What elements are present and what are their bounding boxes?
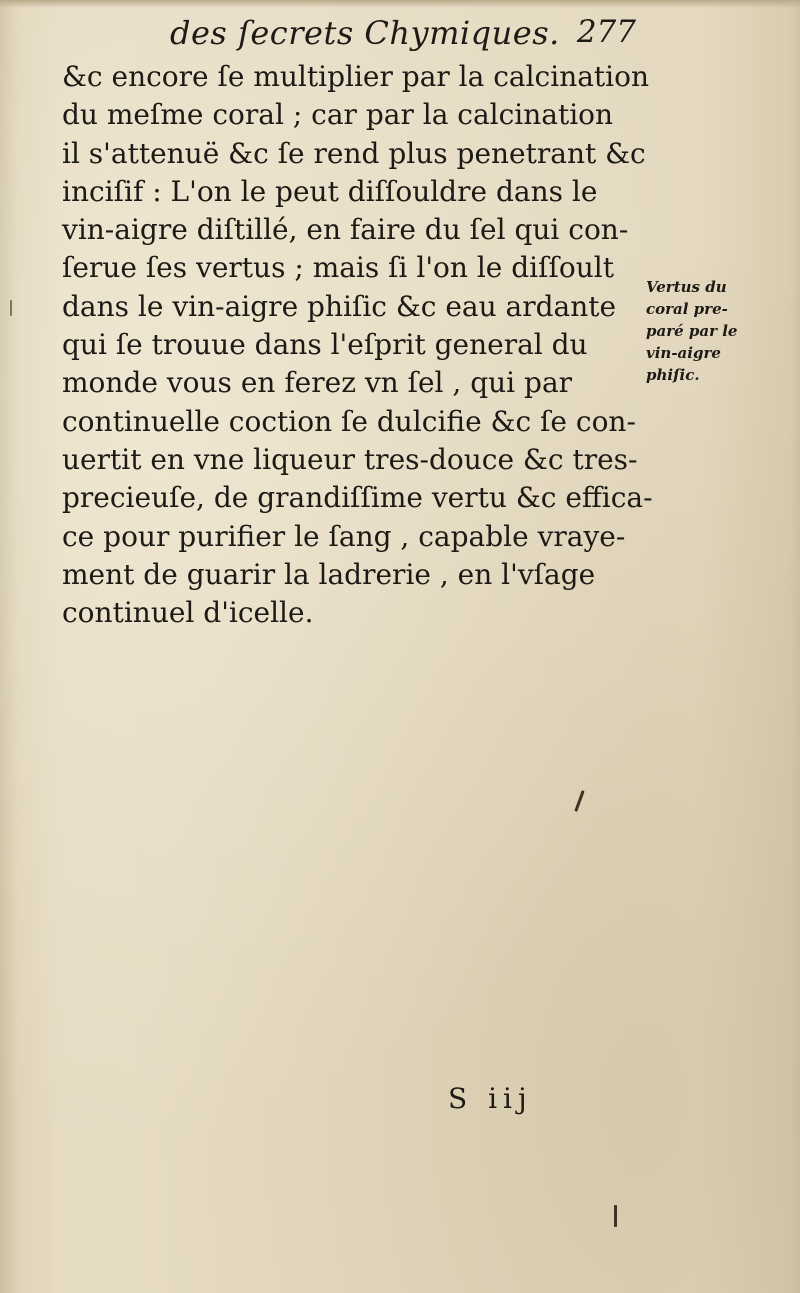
page-number: 277	[576, 14, 636, 50]
text-line: dans le vin-aigre phiſic &c eau ardante	[62, 289, 617, 323]
text-line: uertit en vne liqueur tres-douce &c tres-	[62, 442, 638, 476]
page-header	[170, 10, 640, 56]
text-line: du meſme coral ; car par la calcination	[62, 98, 614, 132]
page-edge-shadow	[0, 0, 800, 8]
margin-note-line: paré par le	[646, 322, 738, 340]
signature-mark: S iij	[448, 1082, 533, 1115]
main-text-block	[62, 58, 653, 632]
text-line: ſerue ſes vertus ; mais ſi l'on le diſſoult	[62, 251, 614, 285]
text-line: qui ſe trouue dans l'eſprit general du	[62, 328, 588, 362]
text-line: il s'attenuë &c ſe rend plus penetrant &c	[62, 136, 646, 170]
text-line: continuelle coction ſe dulcifie &c ſe con-	[62, 404, 636, 438]
margin-note-line: vin-aigre	[646, 344, 721, 362]
margin-note-line: coral pre-	[646, 300, 728, 318]
margin-note-line: Vertus du	[646, 278, 727, 296]
text-line: ment de guarir la ladrerie , en l'vſage	[62, 557, 596, 591]
text-line: ce pour purifier le ſang , capable vraye-	[62, 519, 626, 553]
ink-speck	[614, 1205, 617, 1227]
text-line: monde vous en ferez vn ſel , qui par	[62, 366, 573, 400]
margin-note-line: phiſic.	[646, 366, 700, 384]
running-title: des ſecrets Chymiques.	[170, 14, 560, 52]
text-line: inciſif : L'on le peut diſſouldre dans le	[62, 174, 598, 208]
text-line: precieuſe, de grandiſſime vertu &c effica-	[62, 481, 653, 515]
ink-speck	[10, 300, 12, 316]
text-line: continuel d'icelle.	[62, 596, 314, 630]
ink-speck	[574, 790, 584, 812]
text-line: &c encore ſe multiplier par la calcination	[62, 60, 650, 93]
text-line: vin-aigre diſtillé, en faire du ſel qui con-	[62, 213, 629, 247]
margin-note	[646, 276, 756, 386]
